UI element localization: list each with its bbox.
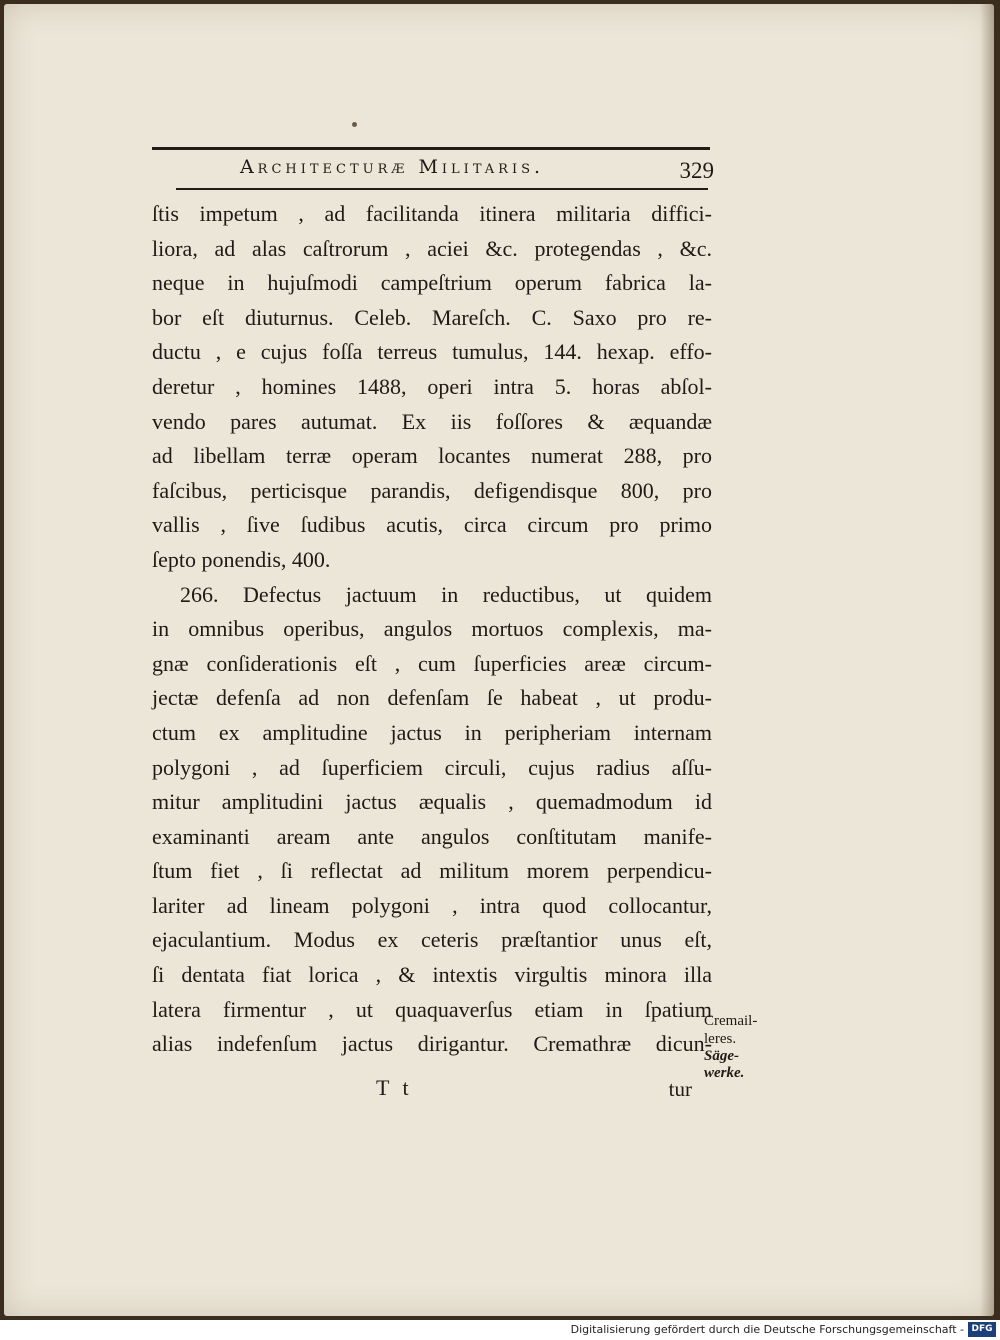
text-line: bor eſt diuturnus. Celeb. Mareſch. C. Saxo pro re- — [152, 304, 712, 330]
text-line: vendo pares autumat. Ex iis foſſores & æquandæ — [152, 408, 712, 434]
dfg-logo-icon: DFG — [968, 1322, 996, 1337]
text-line: latera firmentur , ut quaquaverſus etiam in ſpatium — [152, 996, 712, 1022]
header-rule-top — [152, 147, 710, 150]
footer-credit: Digitalisierung gefördert durch die Deutsche Forschungsgemeinschaft - — [570, 1323, 964, 1336]
text-line: faſcibus, perticisque parandis, defigendisque 800, pro — [152, 477, 712, 503]
body-text — [152, 197, 712, 1062]
text-line: deretur , homines 1488, operi intra 5. horas abſol- — [152, 373, 712, 399]
text-line: lariter ad lineam polygoni , intra quod collocantur, — [152, 892, 712, 918]
page-number: 329 — [679, 158, 714, 183]
text-line: ſtum fiet , ſi reflectat ad militum morem perpendicu- — [152, 858, 712, 884]
text-line: neque in hujuſmodi campeſtrium operum fabrica la- — [152, 270, 712, 296]
text-line: jectæ defenſa ad non defenſam ſe habeat , ut produ- — [152, 685, 712, 711]
ink-speck — [352, 122, 357, 127]
text-line: polygoni , ad ſuperficiem circuli, cujus radius aſſu- — [152, 754, 712, 780]
marginal-german-line: werke. — [704, 1065, 745, 1081]
text-line: vallis , ſive ſudibus acutis, circa circum pro primo — [152, 512, 712, 538]
catchline — [152, 1075, 712, 1105]
text-line: in omnibus operibus, angulos mortuos complexis, ma- — [152, 616, 712, 642]
page-edge-shadow — [980, 4, 994, 1316]
marginal-german-line: Säge- — [704, 1048, 739, 1064]
catchword: tur — [668, 1077, 692, 1101]
text-line: ſi dentata fiat lorica , & intextis virgultis minora illa — [152, 962, 712, 988]
marginal-latin-line: Cremail- — [704, 1013, 758, 1029]
running-head: Architecturæ Militaris. — [239, 156, 545, 178]
text-line: ctum ex amplitudine jactus in peripheriam internam — [152, 719, 712, 745]
marginal-latin-line: leres. — [704, 1031, 737, 1047]
paragraph-start-line: 266. Defectus jactuum in reductibus, ut quidem — [180, 581, 712, 607]
text-line: ductu , e cujus foſſa terreus tumulus, 144. hexap. effo- — [152, 339, 712, 365]
text-line: ad libellam terræ operam locantes numerat 288, pro — [152, 443, 712, 469]
footer-bar — [0, 1320, 1000, 1340]
text-line: mitur amplitudini jactus æqualis , quemadmodum id — [152, 789, 712, 815]
marginal-note — [704, 1012, 774, 1082]
text-line: liora, ad alas caſtrorum , aciei &c. protegendas , &c. — [152, 235, 712, 261]
text-line: ſtis impetum , ad facilitanda itinera militaria diffici- — [152, 201, 712, 226]
header-rule-bottom — [176, 188, 708, 190]
text-line: ſepto ponendis, 400. — [152, 546, 331, 572]
text-line: ejaculantium. Modus ex ceteris præſtantior unus eſt, — [152, 927, 712, 953]
text-line: alias indefenſum jactus dirigantur. Cremathræ dicun- — [152, 1031, 712, 1057]
text-line: examinanti aream ante angulos conſtitutam manife- — [152, 823, 712, 849]
text-line: gnæ conſiderationis eſt , cum ſuperficies areæ circum- — [152, 650, 712, 676]
signature-mark: T t — [376, 1075, 413, 1100]
